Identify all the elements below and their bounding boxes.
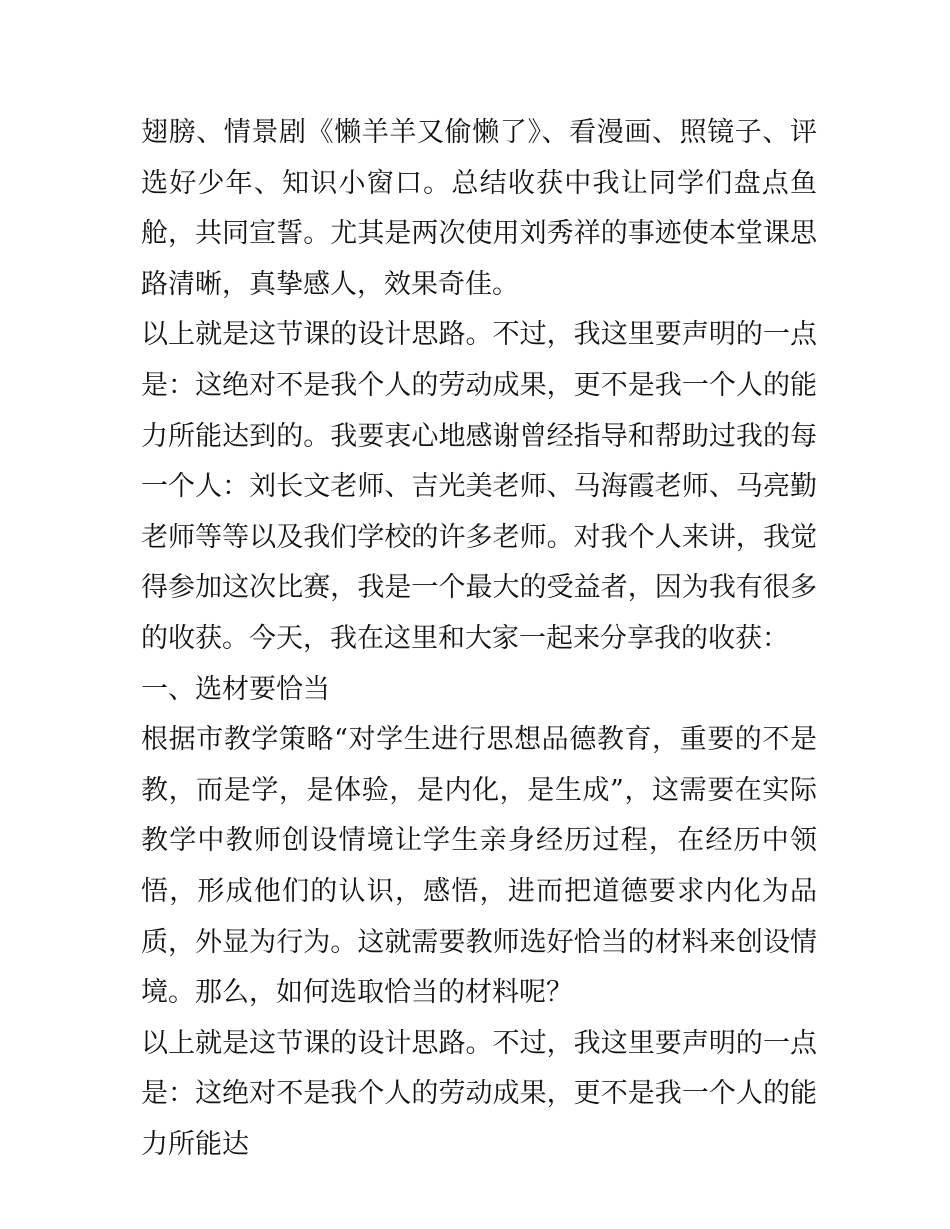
- paragraph-3: 根据市教学策略“对学生进行思想品德教育，重要的不是教，而是学，是体验，是内化，是生成”，这需要在实际教学中教师创设情境让学生亲身经历过程，在经历中领悟，形成他们的认识，感悟，进而把道德要求内化为品质，外显为行为。这就需要教师选好恰当的材料来创设情境。那么，如何选取恰当的材料呢？: [141, 724, 817, 1009]
- paragraph-4: 以上就是这节课的设计思路。不过，我这里要声明的一点是：这绝对不是我个人的劳动成果，更不是我一个人的能力所能达: [141, 1027, 817, 1160]
- paragraph-1: 翅膀、情景剧《懒羊羊又偷懒了》、看漫画、照镜子、评选好少年、知识小窗口。总结收获中我让同学们盘点鱼舱，共同宣誓。尤其是两次使用刘秀祥的事迹使本堂课思路清晰，真挚感人，效果奇佳。: [141, 117, 817, 300]
- document-body: [141, 108, 817, 1170]
- paragraph-2: 以上就是这节课的设计思路。不过，我这里要声明的一点是：这绝对不是我个人的劳动成果，更不是我一个人的能力所能达到的。我要衷心地感谢曾经指导和帮助过我的每一个人：刘长文老师、吉光美老师、马海霞老师、马亮勤老师等等以及我们学校的许多老师。对我个人来讲，我觉得参加这次比赛，我是一个最大的受益者，因为我有很多的收获。今天，我在这里和大家一起来分享我的收获：: [141, 319, 817, 654]
- section-heading: 一、选材要恰当: [141, 673, 330, 705]
